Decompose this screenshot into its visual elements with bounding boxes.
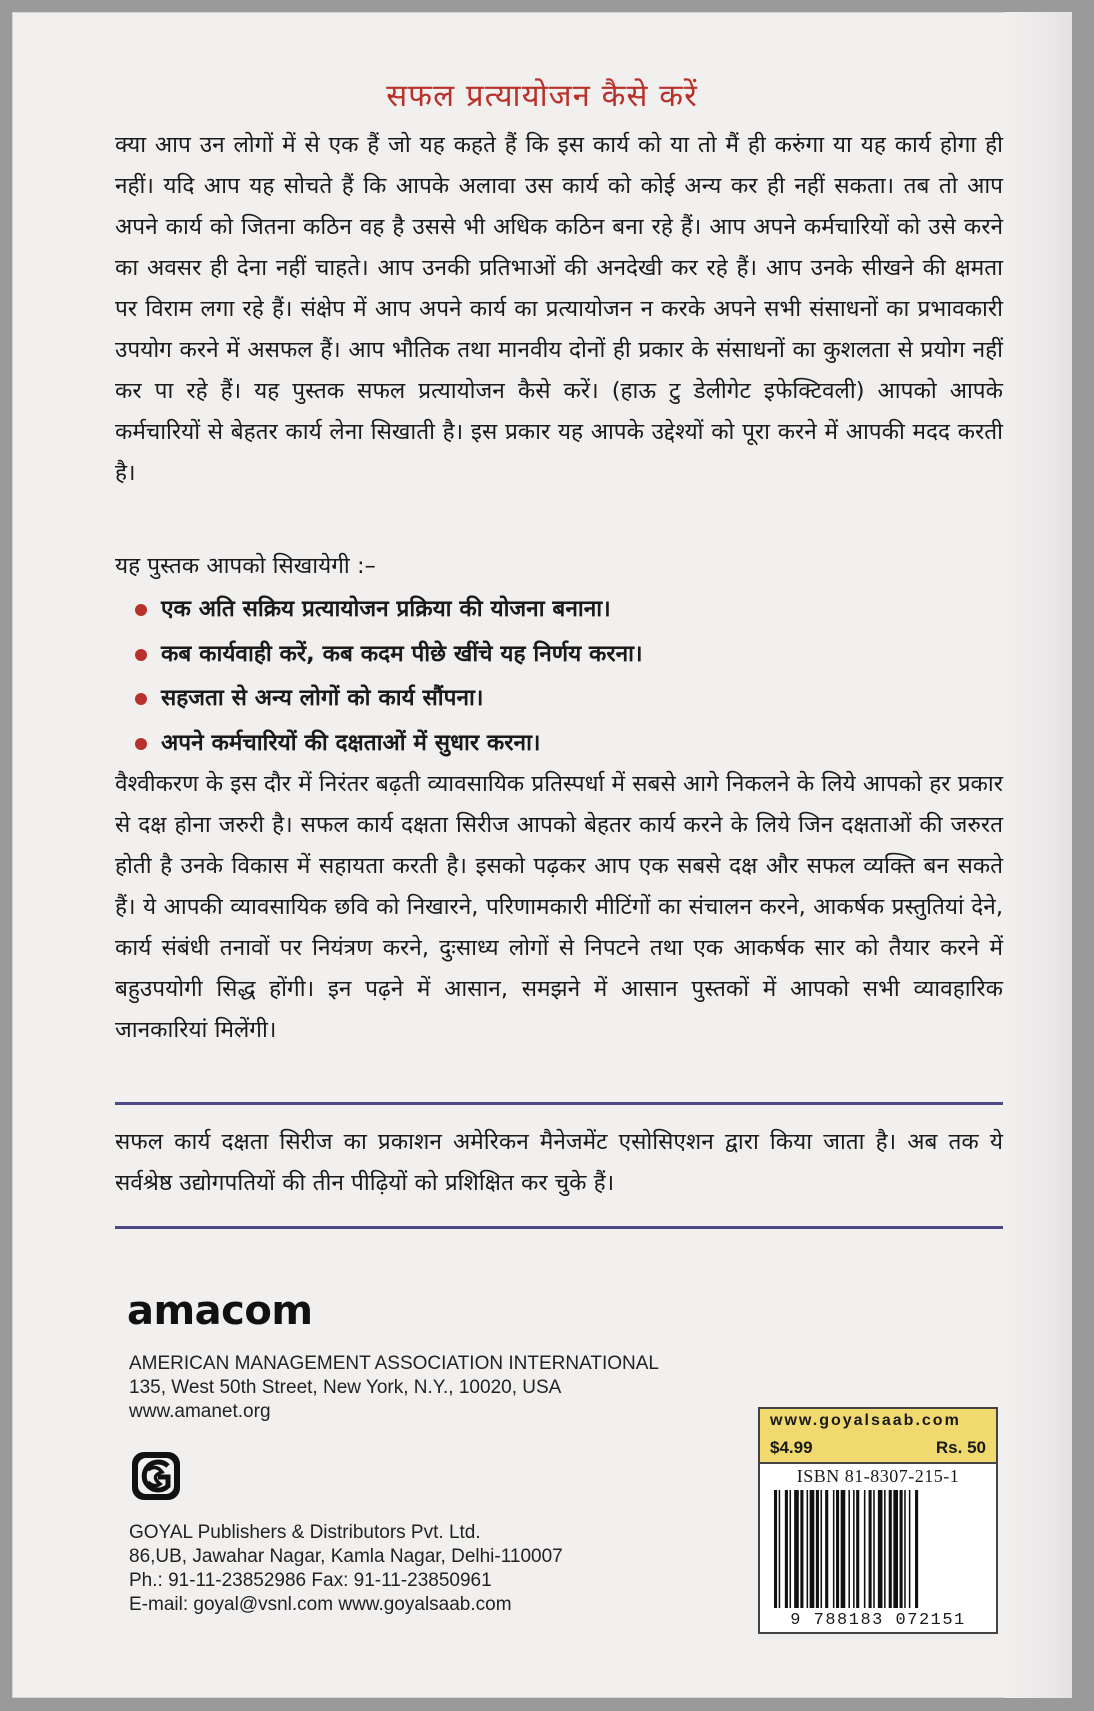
barcode-bar xyxy=(800,1490,803,1608)
publisher-note-block xyxy=(115,1122,1003,1204)
list-item: अपने कर्मचारियों की दक्षताओं में सुधार करना। xyxy=(115,721,1003,766)
barcode-bar xyxy=(848,1490,850,1608)
isbn-label: ISBN 81-8307-215-1 xyxy=(796,1466,960,1486)
intro-paragraph: क्या आप उन लोगों में से एक हैं जो यह कहते हैं कि इस कार्य को या तो मैं ही करुंगा या यह कार्य होगा ही नहीं। यदि आप यह सोचते हैं कि आपके अलावा उस कार्य को कोई अन्य कर ही नहीं सकता। तब तो आप अपने कार्य को जितना कठिन वह है उससे भी अधिक कठिन बना रहे हैं। आप अपने कर्मचारियों को उसे करने का अवसर ही देना नहीं चाहते। आप उनकी प्रतिभाओं की अनदेखी कर रहे हैं। आप उनके सीखने की क्षमता पर विराम लगा रहे हैं। संक्षेप में आप अपने कार्य का प्रत्यायोजन न करके अपने सभी संसाधनों का प्रभावकारी उपयोग करने में असफल हैं। आप भौतिक तथा मानवीय दोनों ही प्रकार के संसाधनों का कुशलता से प्रयोग नहीं कर पा रहे हैं। यह पुस्तक सफल प्रत्यायोजन कैसे करें। (हाऊ टु डेलीगेट इफेक्टिवली) आपको आपके कर्मचारियों से बेहतर कार्य लेना सिखाती है। इस प्रकार यह आपके उद्देश्यों को पूरा करने में आपकी मदद करती है। xyxy=(115,132,1003,486)
goyal-logo-icon xyxy=(130,1450,182,1502)
barcode-bar xyxy=(816,1490,819,1608)
barcode-bar xyxy=(785,1490,788,1608)
barcode-bar xyxy=(810,1490,815,1608)
bullet-dot-icon xyxy=(135,604,147,616)
price-inr: Rs. 50 xyxy=(935,1438,986,1457)
barcode-bar xyxy=(774,1490,777,1608)
amacom-address: 135, West 50th Street, New York, N.Y., 10020, USA xyxy=(129,1377,562,1398)
barcode-bar xyxy=(873,1490,875,1608)
barcode-bar xyxy=(841,1490,846,1608)
teaches-label: यह पुस्तक आपको सिखायेगी :– xyxy=(115,553,376,579)
barcode-panel xyxy=(758,1464,998,1634)
barcode-bar xyxy=(900,1490,903,1608)
barcode-bar xyxy=(833,1490,835,1608)
price-url: www.goyalsaab.com xyxy=(770,1412,961,1429)
bullet-list xyxy=(115,587,1003,765)
teaches-block xyxy=(115,546,1003,587)
bullet-dot-icon xyxy=(135,738,147,750)
barcode-bar xyxy=(825,1490,828,1608)
series-block xyxy=(115,764,1003,1051)
amacom-org: AMERICAN MANAGEMENT ASSOCIATION INTERNATIONAL xyxy=(129,1353,659,1374)
barcode-bar xyxy=(836,1490,839,1608)
divider-bottom xyxy=(115,1226,1003,1229)
barcode-bar xyxy=(889,1490,892,1608)
barcode-bar xyxy=(904,1490,906,1608)
barcode-bar xyxy=(915,1490,918,1608)
barcode-bar xyxy=(856,1490,859,1608)
goyal-contact: E-mail: goyal@vsnl.com www.goyalsaab.com xyxy=(129,1594,512,1615)
bullet-list-block xyxy=(115,587,1003,765)
barcode-bar xyxy=(853,1490,855,1608)
ean-digits: 9 788183 072151 xyxy=(790,1611,966,1630)
barcode-icon xyxy=(772,1490,988,1608)
barcode-bar xyxy=(869,1490,872,1608)
amacom-web: www.amanet.org xyxy=(129,1401,271,1422)
barcode-bar xyxy=(884,1490,886,1608)
book-back-cover xyxy=(12,12,1072,1698)
spine-shade xyxy=(1004,12,1072,1698)
publisher-note: सफल कार्य दक्षता सिरीज का प्रकाशन अमेरिकन मैनेजमेंट एसोसिएशन द्वारा किया जाता है। अब तक ये सर्वश्रेष्ठ उद्योगपतियों की तीन पीढ़ियों को प्रशिक्षित कर चुके हैं। xyxy=(115,1129,1003,1196)
goyal-phone: Ph.: 91-11-23852986 Fax: 91-11-23850961 xyxy=(129,1570,492,1591)
bullet-dot-icon xyxy=(135,649,147,661)
barcode-bar xyxy=(790,1490,792,1608)
barcode-bar xyxy=(779,1490,781,1608)
barcode-bar xyxy=(878,1490,883,1608)
price-sticker xyxy=(758,1407,998,1464)
barcode-bar xyxy=(864,1490,866,1608)
barcode-bar xyxy=(893,1490,898,1608)
bullet-dot-icon xyxy=(135,693,147,705)
list-item: एक अति सक्रिय प्रत्यायोजन प्रक्रिया की योजना बनाना। xyxy=(115,587,1003,632)
series-paragraph: वैश्वीकरण के इस दौर में निरंतर बढ़ती व्यावसायिक प्रतिस्पर्धा में सबसे आगे निकलने के लिये आपको हर प्रकार से दक्ष होना जरुरी है। सफल कार्य दक्षता सिरीज आपको बेहतर कार्य करने के लिये जिन दक्षताओं की जरुरत होती है उनके विकास में सहायता करती है। इसको पढ़कर आप एक सबसे दक्ष और सफल व्यक्ति बन सकते हैं। ये आपकी व्यावसायिक छवि को निखारने, परिणामकारी मीटिंगों का संचालन करने, आकर्षक प्रस्तुतियां देने, कार्य संबंधी तनावों पर नियंत्रण करने, दुःसाध्य लोगों से निपटने तथा एक आकर्षक सार को तैयार करने में बहुउपयोगी सिद्ध होंगी। इन पढ़ने में आसान, समझने में आसान पुस्तकों में आपको सभी व्यावहारिक जानकारियां मिलेंगी। xyxy=(115,771,1003,1043)
list-item: सहजता से अन्य लोगों को कार्य सौंपना। xyxy=(115,676,1003,721)
barcode-bar xyxy=(807,1490,809,1608)
list-item: कब कार्यवाही करें, कब कदम पीछे खींचे यह निर्णय करना। xyxy=(115,632,1003,677)
barcode-bar xyxy=(909,1490,911,1608)
divider-top xyxy=(115,1102,1003,1105)
intro-block xyxy=(115,125,1003,494)
page-title: सफल प्रत्यायोजन कैसे करें xyxy=(386,78,698,114)
goyal-name: GOYAL Publishers & Distributors Pvt. Ltd. xyxy=(129,1522,481,1543)
barcode-bar xyxy=(794,1490,799,1608)
price-usd: $4.99 xyxy=(770,1438,813,1457)
barcode-bar xyxy=(821,1490,823,1608)
amacom-logo: amacom xyxy=(127,1288,313,1334)
goyal-address: 86,UB, Jawahar Nagar, Kamla Nagar, Delhi-110007 xyxy=(129,1546,563,1567)
